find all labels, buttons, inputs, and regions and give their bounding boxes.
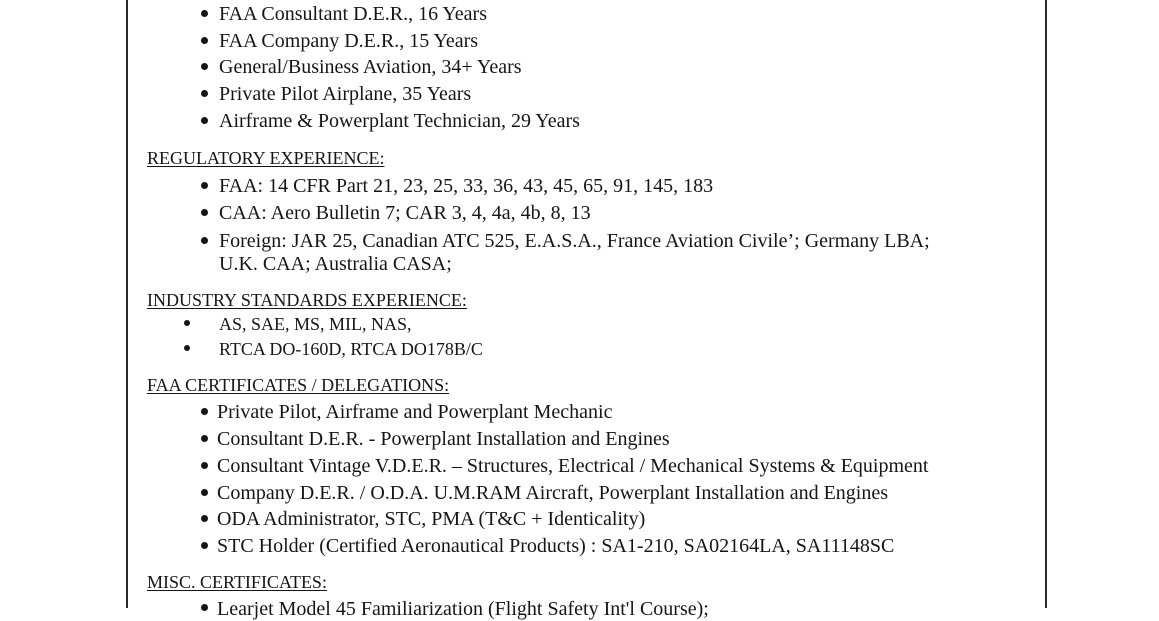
bullet-icon	[201, 117, 208, 124]
list-item: RTCA DO-160D, RTCA DO178B/C	[219, 339, 483, 359]
bullet-icon	[201, 408, 208, 415]
list-item: General/Business Aviation, 34+ Years	[219, 56, 522, 78]
list-item: Company D.E.R. / O.D.A. U.M.RAM Aircraft, Powerplant Installation and Engines	[217, 482, 889, 504]
list-item: STC Holder (Certified Aeronautical Products) : SA1-210, SA02164LA, SA11148SC	[217, 535, 895, 557]
bullet-icon	[201, 182, 208, 189]
bullet-icon	[201, 542, 208, 549]
list-item: Consultant Vintage V.D.E.R. – Structures, Electrical / Mechanical Systems & Equipment	[217, 455, 929, 477]
list-item: FAA Consultant D.E.R., 16 Years	[219, 3, 487, 25]
list-item-continuation: U.K. CAA; Australia CASA;	[219, 253, 452, 275]
section-heading-misc-certificates: MISC. CERTIFICATES:	[147, 572, 327, 592]
section-heading-faa-certificates: FAA CERTIFICATES / DELEGATIONS:	[147, 375, 450, 395]
bullet-icon	[201, 462, 208, 469]
list-item: Private Pilot Airplane, 35 Years	[219, 83, 472, 105]
bullet-icon	[201, 37, 208, 44]
bullet-icon	[201, 10, 208, 17]
list-item: FAA: 14 CFR Part 21, 23, 25, 33, 36, 43, 45, 65, 91, 145, 183	[219, 175, 714, 197]
bullet-icon	[201, 63, 208, 70]
list-item: Foreign: JAR 25, Canadian ATC 525, E.A.S.A., France Aviation Civile’; Germany LBA;	[219, 230, 930, 252]
page-border-right	[1045, 0, 1047, 608]
list-item: FAA Company D.E.R., 15 Years	[219, 30, 479, 52]
list-item: CAA: Aero Bulletin 7; CAR 3, 4, 4a, 4b, 8, 13	[219, 202, 591, 224]
page-border-left	[126, 0, 128, 608]
bullet-icon	[201, 489, 208, 496]
list-item: ODA Administrator, STC, PMA (T&C + Identicality)	[217, 508, 646, 530]
list-item: Consultant D.E.R. - Powerplant Installation and Engines	[217, 428, 670, 450]
list-item: Airframe & Powerplant Technician, 29 Years	[219, 110, 580, 132]
bullet-icon	[201, 237, 208, 244]
bullet-icon	[201, 209, 208, 216]
list-item: AS, SAE, MS, MIL, NAS,	[219, 314, 412, 334]
list-item-cut-off: Learjet Model 45 Familiarization (Flight Safety Int'l Course);	[217, 598, 709, 620]
list-item: Private Pilot, Airframe and Powerplant Mechanic	[217, 401, 613, 423]
bullet-icon	[184, 345, 190, 351]
bullet-icon	[201, 90, 208, 97]
bullet-icon	[201, 435, 208, 442]
bullet-icon	[201, 515, 208, 522]
bullet-icon	[184, 320, 190, 326]
bullet-icon	[201, 604, 208, 611]
section-heading-regulatory: REGULATORY EXPERIENCE:	[147, 148, 385, 168]
section-heading-industry: INDUSTRY STANDARDS EXPERIENCE:	[147, 290, 467, 310]
